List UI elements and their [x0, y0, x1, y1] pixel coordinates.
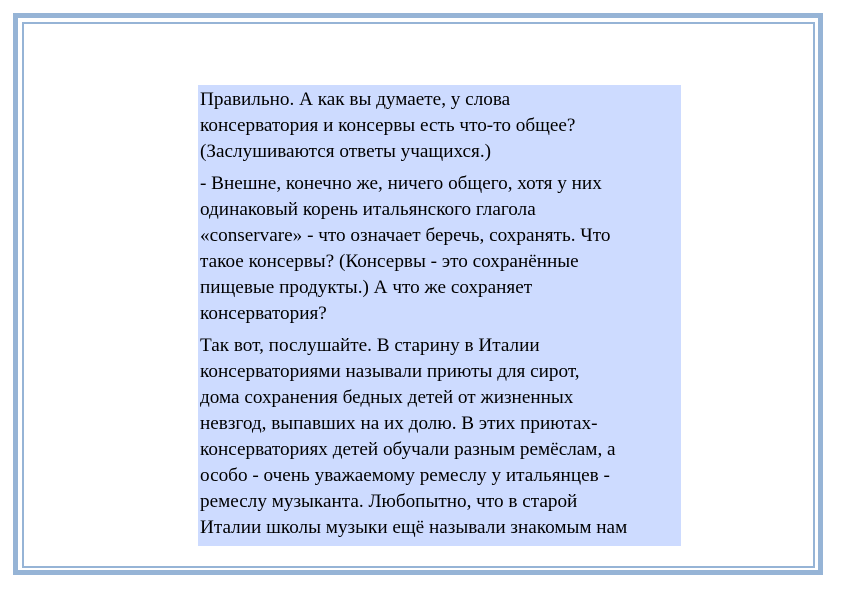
paragraph-history: Так вот, послушайте. В старину в Италии консерваториями называли приюты для сирот, дома сохранения бедных детей от жизненных невзгод, выпавших на их долю. В этих приютах- консерваториях детей обучали разным ремёслам, а особо - очень уважаемому ремеслу у итальянцев - ремеслу музыканта. Любопытно, что в старой Италии школы музыки ещё называли знакомым нам: [200, 335, 628, 538]
paragraph-question: Правильно. А как вы думаете, у слова консерватория и консервы есть что-то общее? (Заслушиваются ответы учащихся.): [200, 89, 576, 162]
text-box[interactable]: [198, 85, 681, 546]
paragraph-etymology: - Внешне, конечно же, ничего общего, хотя у них одинаковый корень итальянского глагола «conservare» - что означает беречь, сохранять. Что такое консервы? (Консервы - это сохранённые пищевые продукты.) А что же сохраняет консерватория?: [200, 173, 611, 324]
